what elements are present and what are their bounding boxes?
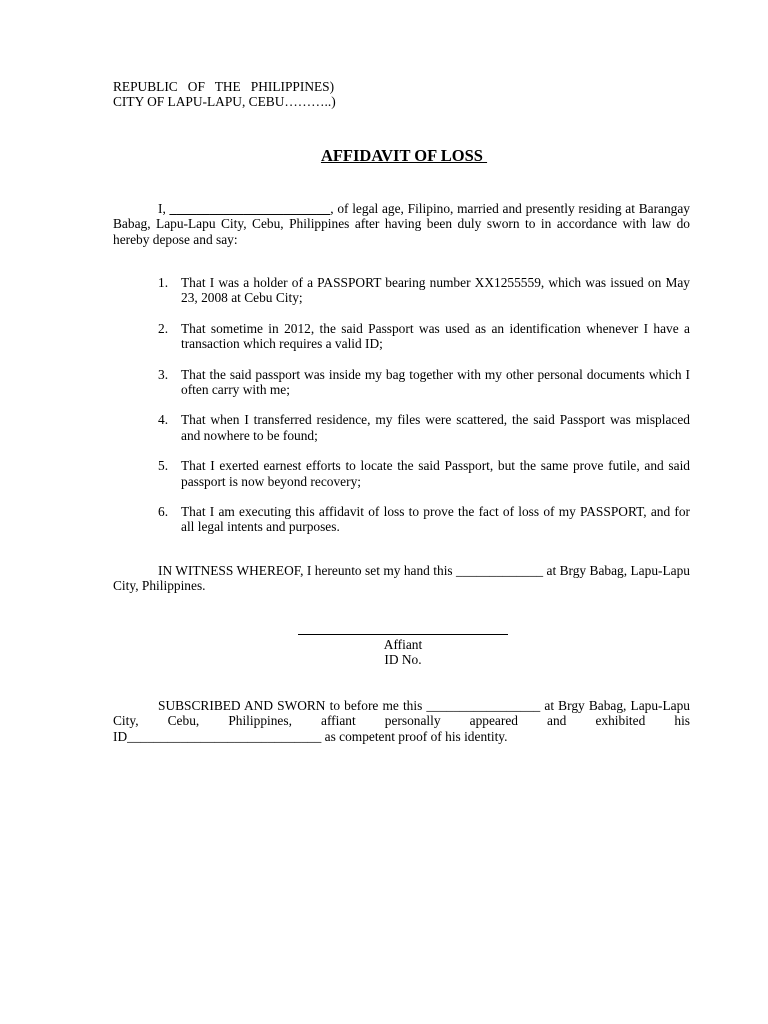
list-item-number: 6. [158,504,169,520]
list-item-number: 2. [158,320,169,336]
signature-line [298,634,508,635]
list-item-number: 3. [158,366,169,382]
witness-text: IN WITNESS WHEREOF, I hereunto set my hand this _____________ at Brgy Babag, Lapu-Lapu City, Philippines. [113,563,690,594]
list-item-number: 5. [158,458,169,474]
document-title: AFFIDAVIT OF LOSS [320,146,488,165]
affiant-label: Affiant [383,637,423,652]
venue-city-line: CITY OF LAPU-LAPU, CEBU………..) [113,94,336,110]
statement-list [113,275,690,550]
list-item [113,321,690,352]
list-item [113,412,690,443]
list-item-number: 1. [158,275,169,290]
id-no-label: ID No. [384,652,422,668]
witness-paragraph [113,563,690,594]
list-item-text: That the said passport was inside my bag together with my other personal documents which I often carry with me; [181,366,690,398]
list-item-number: 4. [158,412,169,428]
signature-block [300,637,506,668]
intro-text: , of legal age, Filipino, married and presently residing at Barangay Babag, Lapu-Lapu City, Cebu, Philippines after having been duly sworn to in accordance with law do hereby depose and say: [113,201,690,247]
intro-prefix: I, [158,201,170,216]
list-item-text: That I am executing this affidavit of loss to prove the fact of loss of my PASSPORT, and for all legal intents and purposes. [181,504,690,535]
list-item-text: That when I transferred residence, my files were scattered, the said Passport was misplaced and nowhere to be found; [181,412,690,443]
list-item [113,275,690,306]
list-item-text: That I exerted earnest efforts to locate the said Passport, but the same prove futile, and said passport is now beyond recovery; [181,458,690,489]
name-blank: ________________________ [169,201,331,216]
subscribed-text: SUBSCRIBED AND SWORN to before me this _________________ at Brgy Babag, Lapu-Lapu City, Cebu, Philippines, affiant personally appeared and exhibited his ID_____________________________ as competent proof of his identity. [113,698,690,744]
intro-paragraph [113,201,690,247]
list-item-text: That sometime in 2012, the said Passport was used as an identification whenever I have a transaction which requires a valid ID; [181,320,690,352]
list-item-text: That I was a holder of a PASSPORT bearing number XX1255559, which was issued on May 23, 2008 at Cebu City; [181,275,690,306]
list-item [113,458,690,489]
venue-republic-line: REPUBLIC OF THE PHILIPPINES) [113,79,335,94]
subscribed-paragraph [113,698,690,744]
list-item [113,504,690,535]
venue-header [113,79,336,110]
list-item [113,367,690,398]
